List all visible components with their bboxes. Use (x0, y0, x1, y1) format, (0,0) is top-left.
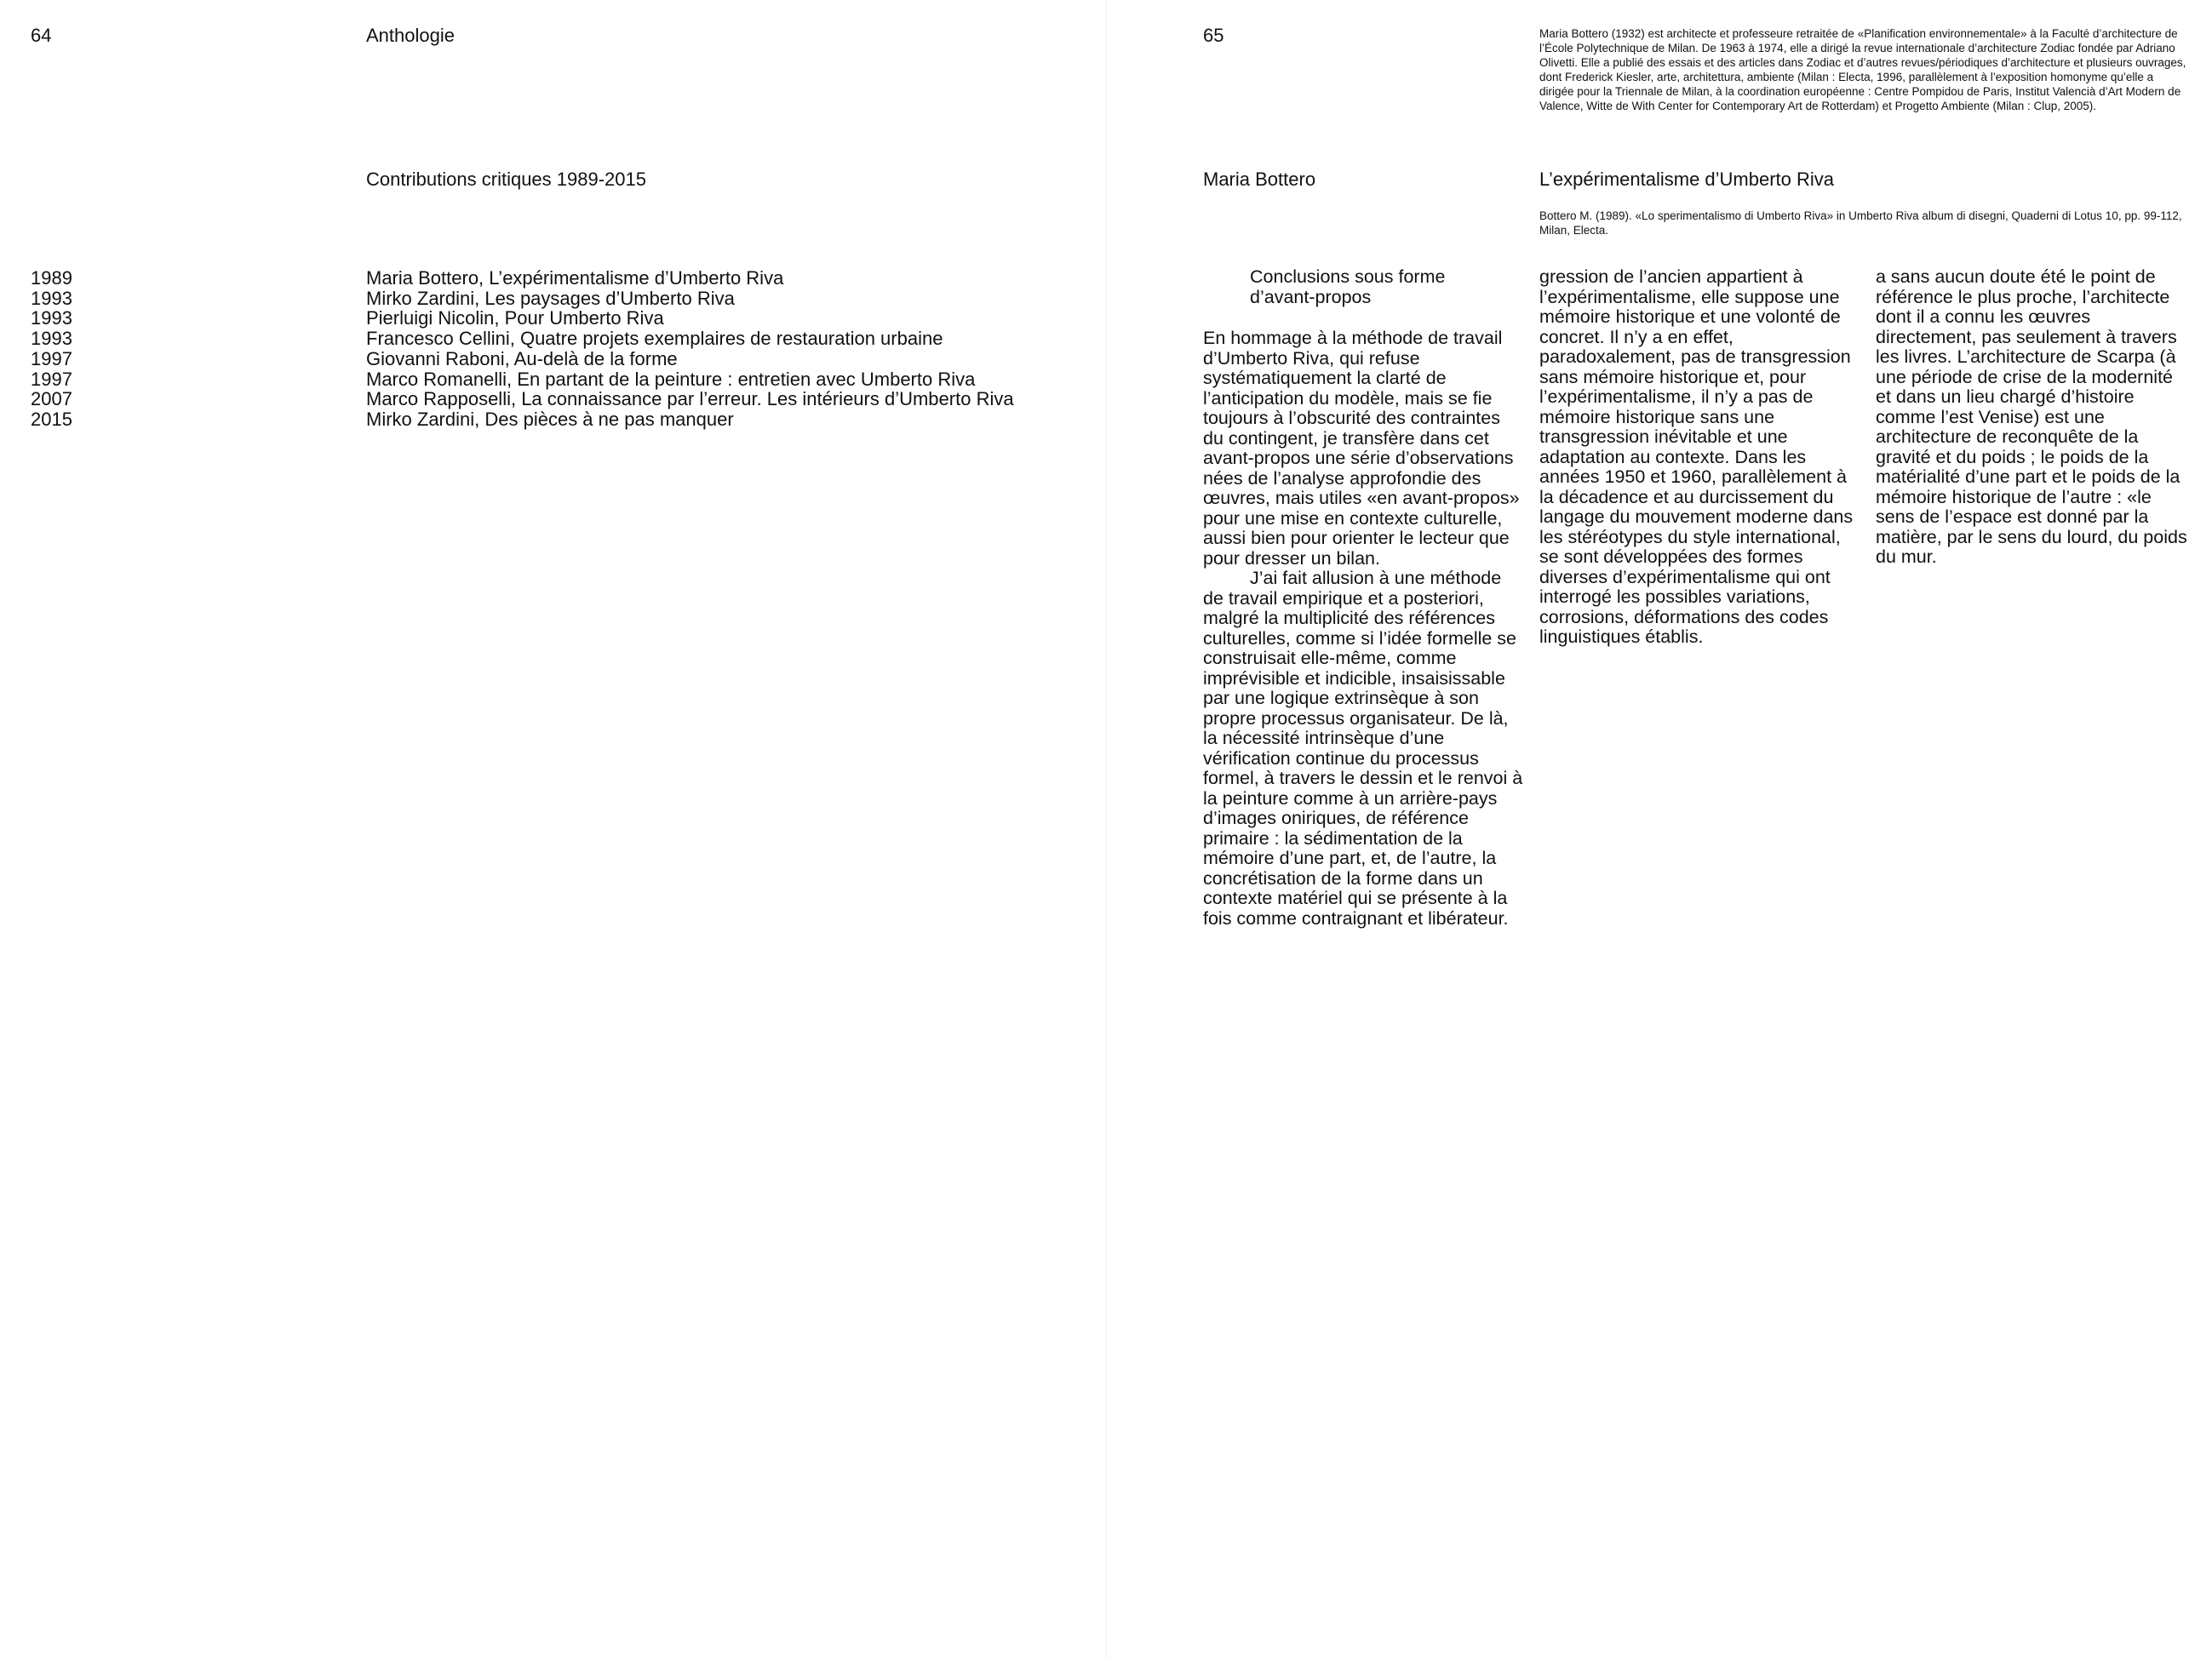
col1-paragraph-2: J’ai fait allusion à une méthode de travail empirique et a posteriori, malgré la multiplicité des références culturelles, comme si l’idée formelle se construisait elle-même, comme imprévisible et indicible, insaisissable par une logique extrinsèque à son propre processus organisateur. De là, la nécessité intrinsèque d’une vérification continue du processus formel, à travers le dessin et le renvoi à la peinture comme à un arrière-pays d’images oniriques, de référence primaire : la sédimentation de la mémoire d’une part, et, de l’autre, la concrétisation de la forme dans un contexte matériel qui se présente à la fois comme contraignant et libérateur. (1203, 568, 1523, 929)
toc-entry: Pierluigi Nicolin, Pour Umberto Riva (366, 307, 664, 329)
toc-row (31, 348, 1206, 369)
author-bio: Maria Bottero (1932) est architecte et professeure retraitée de «Planification environnementale» à la Faculté d’architecture de l’École Polytechnique de Milan. De 1963 à 1974, elle a dirigé la revue internationale d’architecture Zodiac fondée par Adriano Olivetti. Elle a publié des essais et des articles dans Zodiac et d’autres revues/périodiques d’architecture et plusieurs ouvrages, dont Frederick Kiesler, arte, architettura, ambiente (Milan : Electa, 1996, parallèlement à l’exposition homonyme qu’elle a dirigée pour la Triennale de Milan, à la coordination européenne : Centre Pompidou de Paris, Institut Valencià d’Art Modern de Valence, Witte de With Center for Contemporary Art de Rotterdam) et Progetto Ambiente (Milan : Clup, 2005). (1539, 27, 2186, 112)
toc-row (31, 267, 1206, 288)
body-column-1 (1203, 329, 1525, 1644)
subheading-line-1: Conclusions sous forme (1250, 266, 1446, 287)
left-running-head: Anthologie (366, 25, 455, 46)
toc-year: 1993 (31, 307, 72, 329)
article-author: Maria Bottero (1203, 169, 1316, 190)
toc-year: 2007 (31, 388, 72, 410)
page-gutter (1106, 0, 1107, 1659)
toc-row (31, 409, 1206, 429)
left-page-number: 64 (31, 25, 52, 46)
toc-entry: Francesco Cellini, Quatre projets exemplaires de restauration urbaine (366, 328, 943, 350)
right-page-number: 65 (1203, 25, 1224, 46)
toc-entry: Mirko Zardini, Les paysages d’Umberto Riva (366, 287, 735, 309)
toc-year: 1989 (31, 267, 72, 289)
toc-row (31, 388, 1206, 409)
toc-entry: Mirko Zardini, Des pièces à ne pas manquer (366, 408, 734, 430)
toc-entry: Marco Romanelli, En partant de la peinture : entretien avec Umberto Riva (366, 368, 976, 390)
toc-entry: Giovanni Raboni, Au-delà de la forme (366, 347, 678, 369)
toc-row (31, 288, 1206, 308)
toc-row (31, 307, 1206, 328)
body-column-2 (1539, 267, 1861, 1644)
toc-row (31, 369, 1206, 389)
table-of-contents (31, 267, 1095, 438)
col3-paragraph-1: a sans aucun doute été le point de référence le plus proche, l’architecte dont il a connu les œuvres directement, pas seulement à travers les livres. L’architecture de Scarpa (à une période de crise de la modernité et dans un lieu chargé d’histoire comme l’est Venise) est une architecture de reconquête de la gravité et du poids ; le poids de la matérialité d’une part et le poids de la mémoire historique de l’autre : «le sens de l’espace est donné par la matière, par le sens du lourd, du poids du mur. (1876, 267, 2187, 567)
toc-year: 1993 (31, 328, 72, 350)
article-citation: Bottero M. (1989). «Lo sperimentalismo di Umberto Riva» in Umberto Riva album di disegni, Quaderni di Lotus 10, pp. 99-112, Milan, Electa. (1539, 209, 2182, 237)
toc-year: 1993 (31, 287, 72, 309)
toc-entry: Marco Rapposelli, La connaissance par l’erreur. Les intérieurs d’Umberto Riva (366, 388, 1014, 410)
body-column-3 (1876, 267, 2191, 1644)
toc-entry: Maria Bottero, L’expérimentalisme d’Umberto Riva (366, 267, 784, 289)
section-subheading (1250, 267, 1445, 307)
toc-year: 1997 (31, 347, 72, 369)
section-title: Contributions critiques 1989-2015 (366, 169, 646, 190)
col1-paragraph-1: En hommage à la méthode de travail d’Umberto Riva, qui refuse systématiquement la clarté de l’anticipation du modèle, mais se fie toujours à l’obscurité des contraintes du contingent, je transfère dans cet avant-propos une série d’observations nées de l’analyse approfondie des œuvres, mais utiles «en avant-propos» pour une mise en contexte culturelle, aussi bien pour orienter le lecteur que pour dresser un bilan. (1203, 329, 1520, 569)
toc-year: 1997 (31, 368, 72, 390)
col2-paragraph-1: gression de l’ancien appartient à l’expérimentalisme, elle suppose une mémoire historique et une volonté de concret. Il n’y a en effet, paradoxalement, pas de transgression sans mémoire historique et, pour l’expérimentalisme, il n’y a pas de mémoire historique sans une transgression inévitable et une adaptation au contexte. Dans les années 1950 et 1960, parallèlement à la décadence et au durcissement du langage du mouvement moderne dans les stéréotypes du style international, se sont développées des formes diverses d’expérimentalisme qui ont interrogé les possibles variations, corrosions, déformations des codes linguistiques établis. (1539, 267, 1854, 647)
subheading-line-2: d’avant-propos (1250, 286, 1372, 307)
toc-row (31, 328, 1206, 348)
article-title: L’expérimentalisme d’Umberto Riva (1539, 169, 1835, 190)
toc-year: 2015 (31, 408, 72, 430)
